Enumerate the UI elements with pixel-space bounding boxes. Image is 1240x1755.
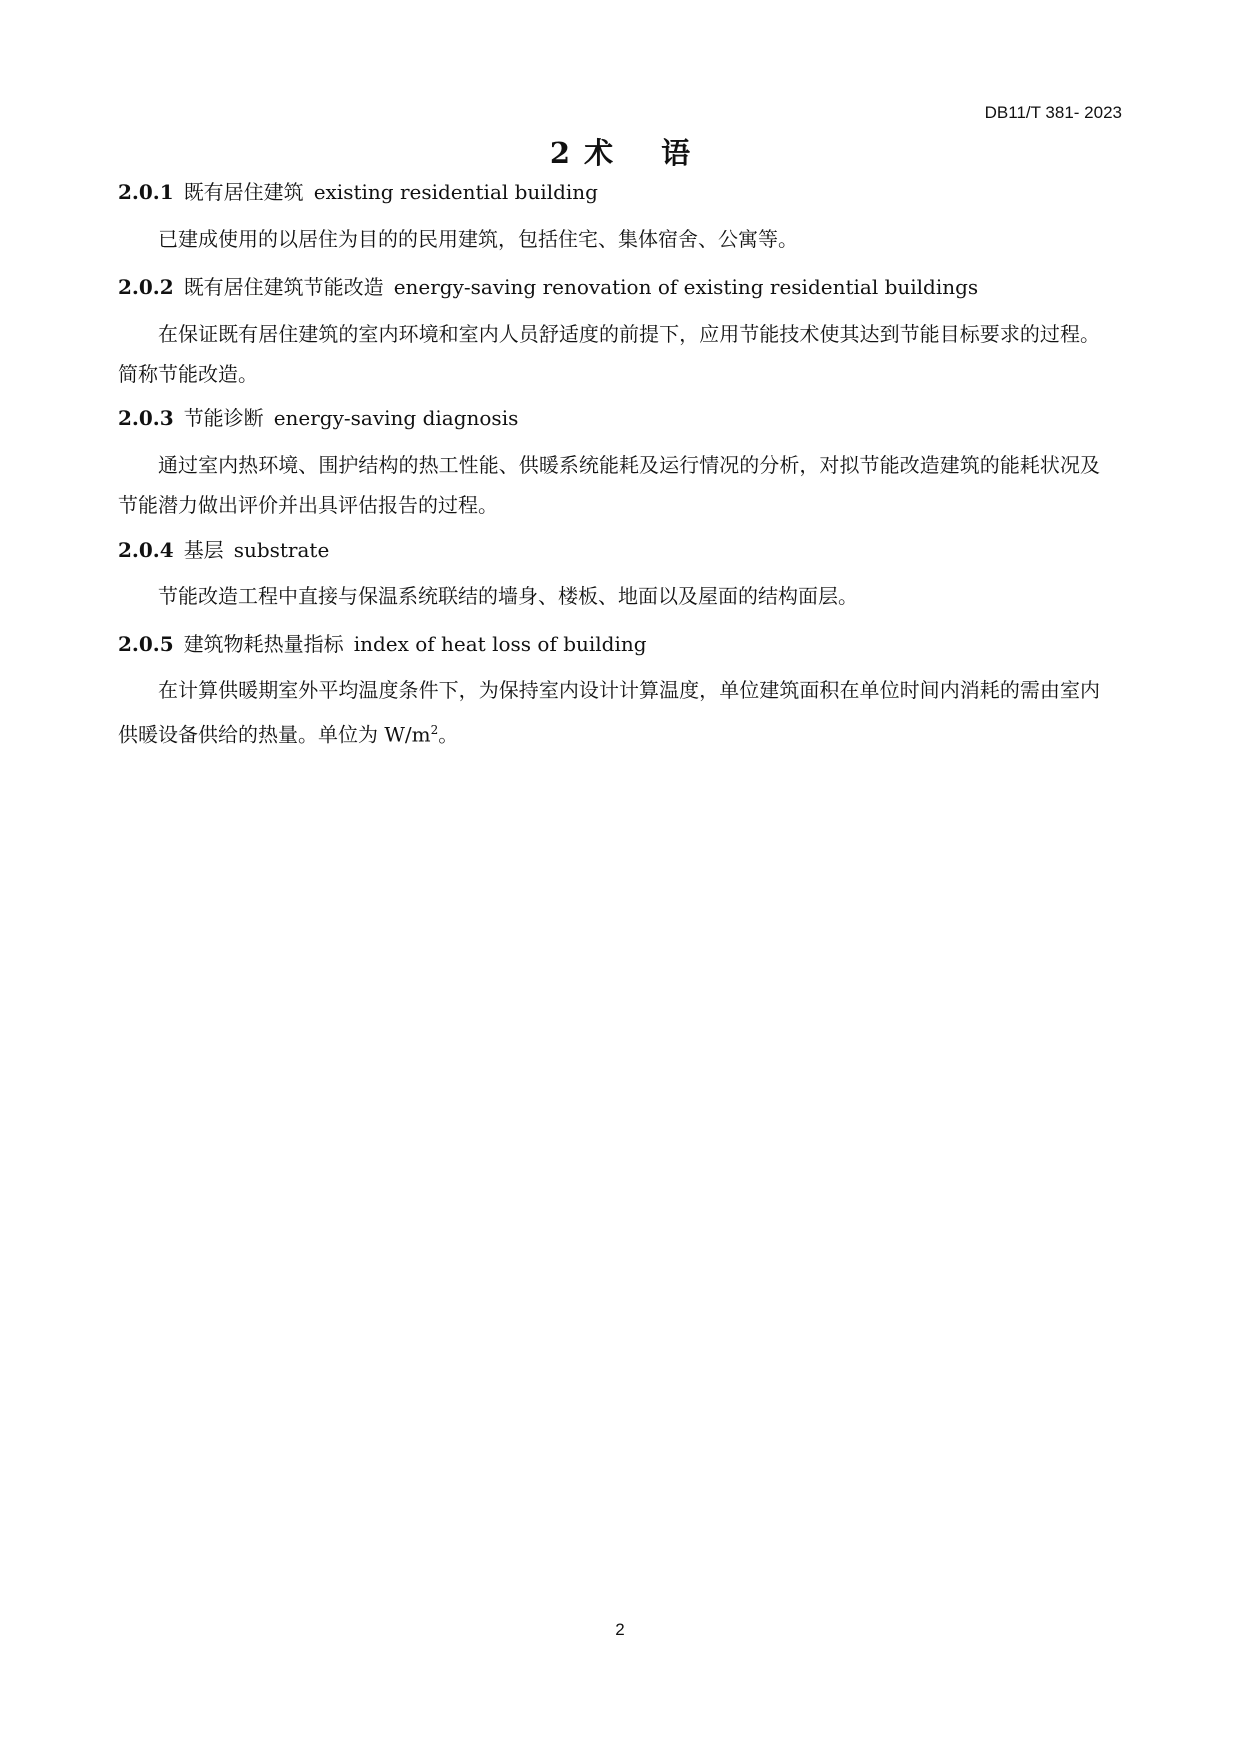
term-chinese: 建筑物耗热量指标 (183, 632, 344, 656)
term-definition: 已建成使用的以居住为目的的民用建筑，包括住宅、集体宿舍、公寓等。 (158, 227, 798, 251)
term-chinese: 既有居住建筑 (183, 180, 304, 204)
term-code: 2.0.4 (118, 538, 174, 562)
term-english: existing residential building (313, 180, 598, 204)
term-definition-end: 。 (438, 722, 459, 747)
term-code: 2.0.2 (118, 275, 174, 299)
term-definition: 通过室内热环境、围护结构的热工性能、供暖系统能耗及运行情况的分析，对拟节能改造建筑的能耗状况及节能潜力做出评价并出具评估报告的过程。 (118, 453, 1100, 517)
chapter-title (0, 136, 1240, 171)
term-heading (118, 180, 1108, 205)
term-definition: 在保证既有居住建筑的室内环境和室内人员舒适度的前提下，应用节能技术使其达到节能目标要求的过程。简称节能改造。 (118, 322, 1100, 386)
term-chinese: 节能诊断 (183, 406, 264, 430)
term-heading (118, 632, 1108, 657)
term-code: 2.0.5 (118, 632, 174, 656)
term-english: energy-saving diagnosis (273, 406, 519, 430)
term-english: energy-saving renovation of existing residential buildings (393, 275, 979, 299)
term-heading (118, 275, 1108, 300)
unit-superscript: 2 (430, 723, 439, 737)
term-definition (118, 670, 1100, 755)
page-number: 2 (615, 1620, 625, 1639)
chapter-title-char-2: 语 (661, 136, 691, 170)
term-heading (118, 538, 1108, 563)
term-definition: 节能改造工程中直接与保温系统联结的墙身、楼板、地面以及屋面的结构面层。 (158, 584, 858, 608)
term-chinese: 基层 (183, 538, 224, 562)
term-english: index of heat loss of building (353, 632, 647, 656)
term-definition-text: 在计算供暖期室外平均温度条件下，为保持室内设计计算温度，单位建筑面积在单位时间内消耗的需由室内供暖设备供给的热量。单位为 W/m (118, 678, 1100, 747)
term-chinese: 既有居住建筑节能改造 (183, 275, 384, 299)
chapter-number: 2 (549, 136, 571, 170)
term-english: substrate (233, 538, 330, 562)
standard-code: DB11/T 381- 2023 (984, 103, 1122, 122)
term-heading (118, 406, 1108, 431)
term-code: 2.0.3 (118, 406, 174, 430)
term-code: 2.0.1 (118, 180, 174, 204)
chapter-title-char-1: 术 (584, 136, 614, 170)
